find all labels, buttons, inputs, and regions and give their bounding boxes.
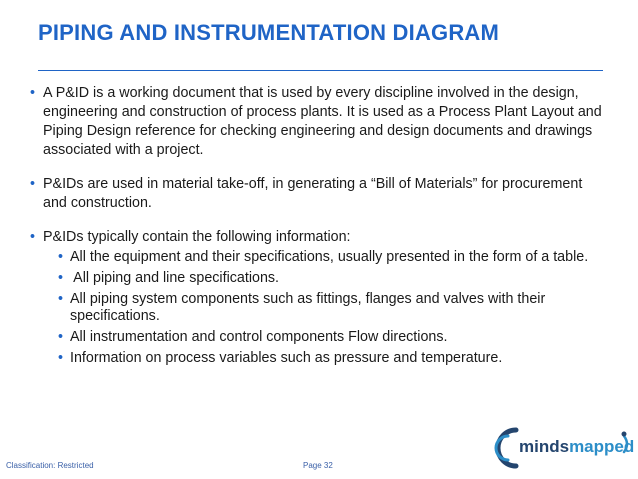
slide-title: PIPING AND INSTRUMENTATION DIAGRAM <box>38 20 500 45</box>
bullet-icon: • <box>58 249 64 265</box>
bullet-icon: • <box>58 270 64 286</box>
bullet-item <box>30 228 610 247</box>
sub-bullet-text: Information on process variables such as pressure and temperature. <box>70 350 503 366</box>
sub-bullet-item <box>58 270 610 287</box>
classification-label: Classification: Restricted <box>6 461 94 470</box>
page-number: Page 32 <box>303 461 333 470</box>
sub-bullet-text: All instrumentation and control components Flow directions. <box>70 329 448 345</box>
bullet-icon: • <box>30 85 36 101</box>
bullet-text: A P&ID is a working document that is used by every discipline involved in the design, engineering and construction of process plants. It is used as a Process Plant Layout and Piping Design reference for checking engineering and design documents and drawings associated with a project. <box>43 85 602 158</box>
sub-bullet-text: All the equipment and their specifications, usually presented in the form of a table. <box>70 249 589 265</box>
bullet-icon: • <box>58 329 64 345</box>
bullet-item <box>30 84 610 160</box>
sub-bullet-item <box>58 249 610 266</box>
bullet-icon: • <box>58 291 64 307</box>
bullet-list <box>30 84 610 371</box>
bullet-text: P&IDs typically contain the following information: <box>43 229 351 245</box>
sub-bullet-text: All piping and line specifications. <box>70 270 280 286</box>
sub-bullet-list <box>30 249 610 367</box>
sub-bullet-item <box>58 350 610 367</box>
mindsmapped-logo <box>494 424 634 472</box>
sub-bullet-text: All piping system components such as fittings, flanges and valves with their specifications. <box>70 291 546 324</box>
sub-bullet-item <box>58 291 610 325</box>
bullet-icon: • <box>58 350 64 366</box>
bullet-icon: • <box>30 229 36 245</box>
logo-wordmark: mindsmapped <box>519 437 635 456</box>
bullet-text: P&IDs are used in material take-off, in generating a “Bill of Materials” for procurement and construction. <box>43 176 583 211</box>
sub-bullet-item <box>58 329 610 346</box>
title-divider <box>38 70 603 71</box>
bullet-item <box>30 175 610 213</box>
bullet-icon: • <box>30 176 36 192</box>
